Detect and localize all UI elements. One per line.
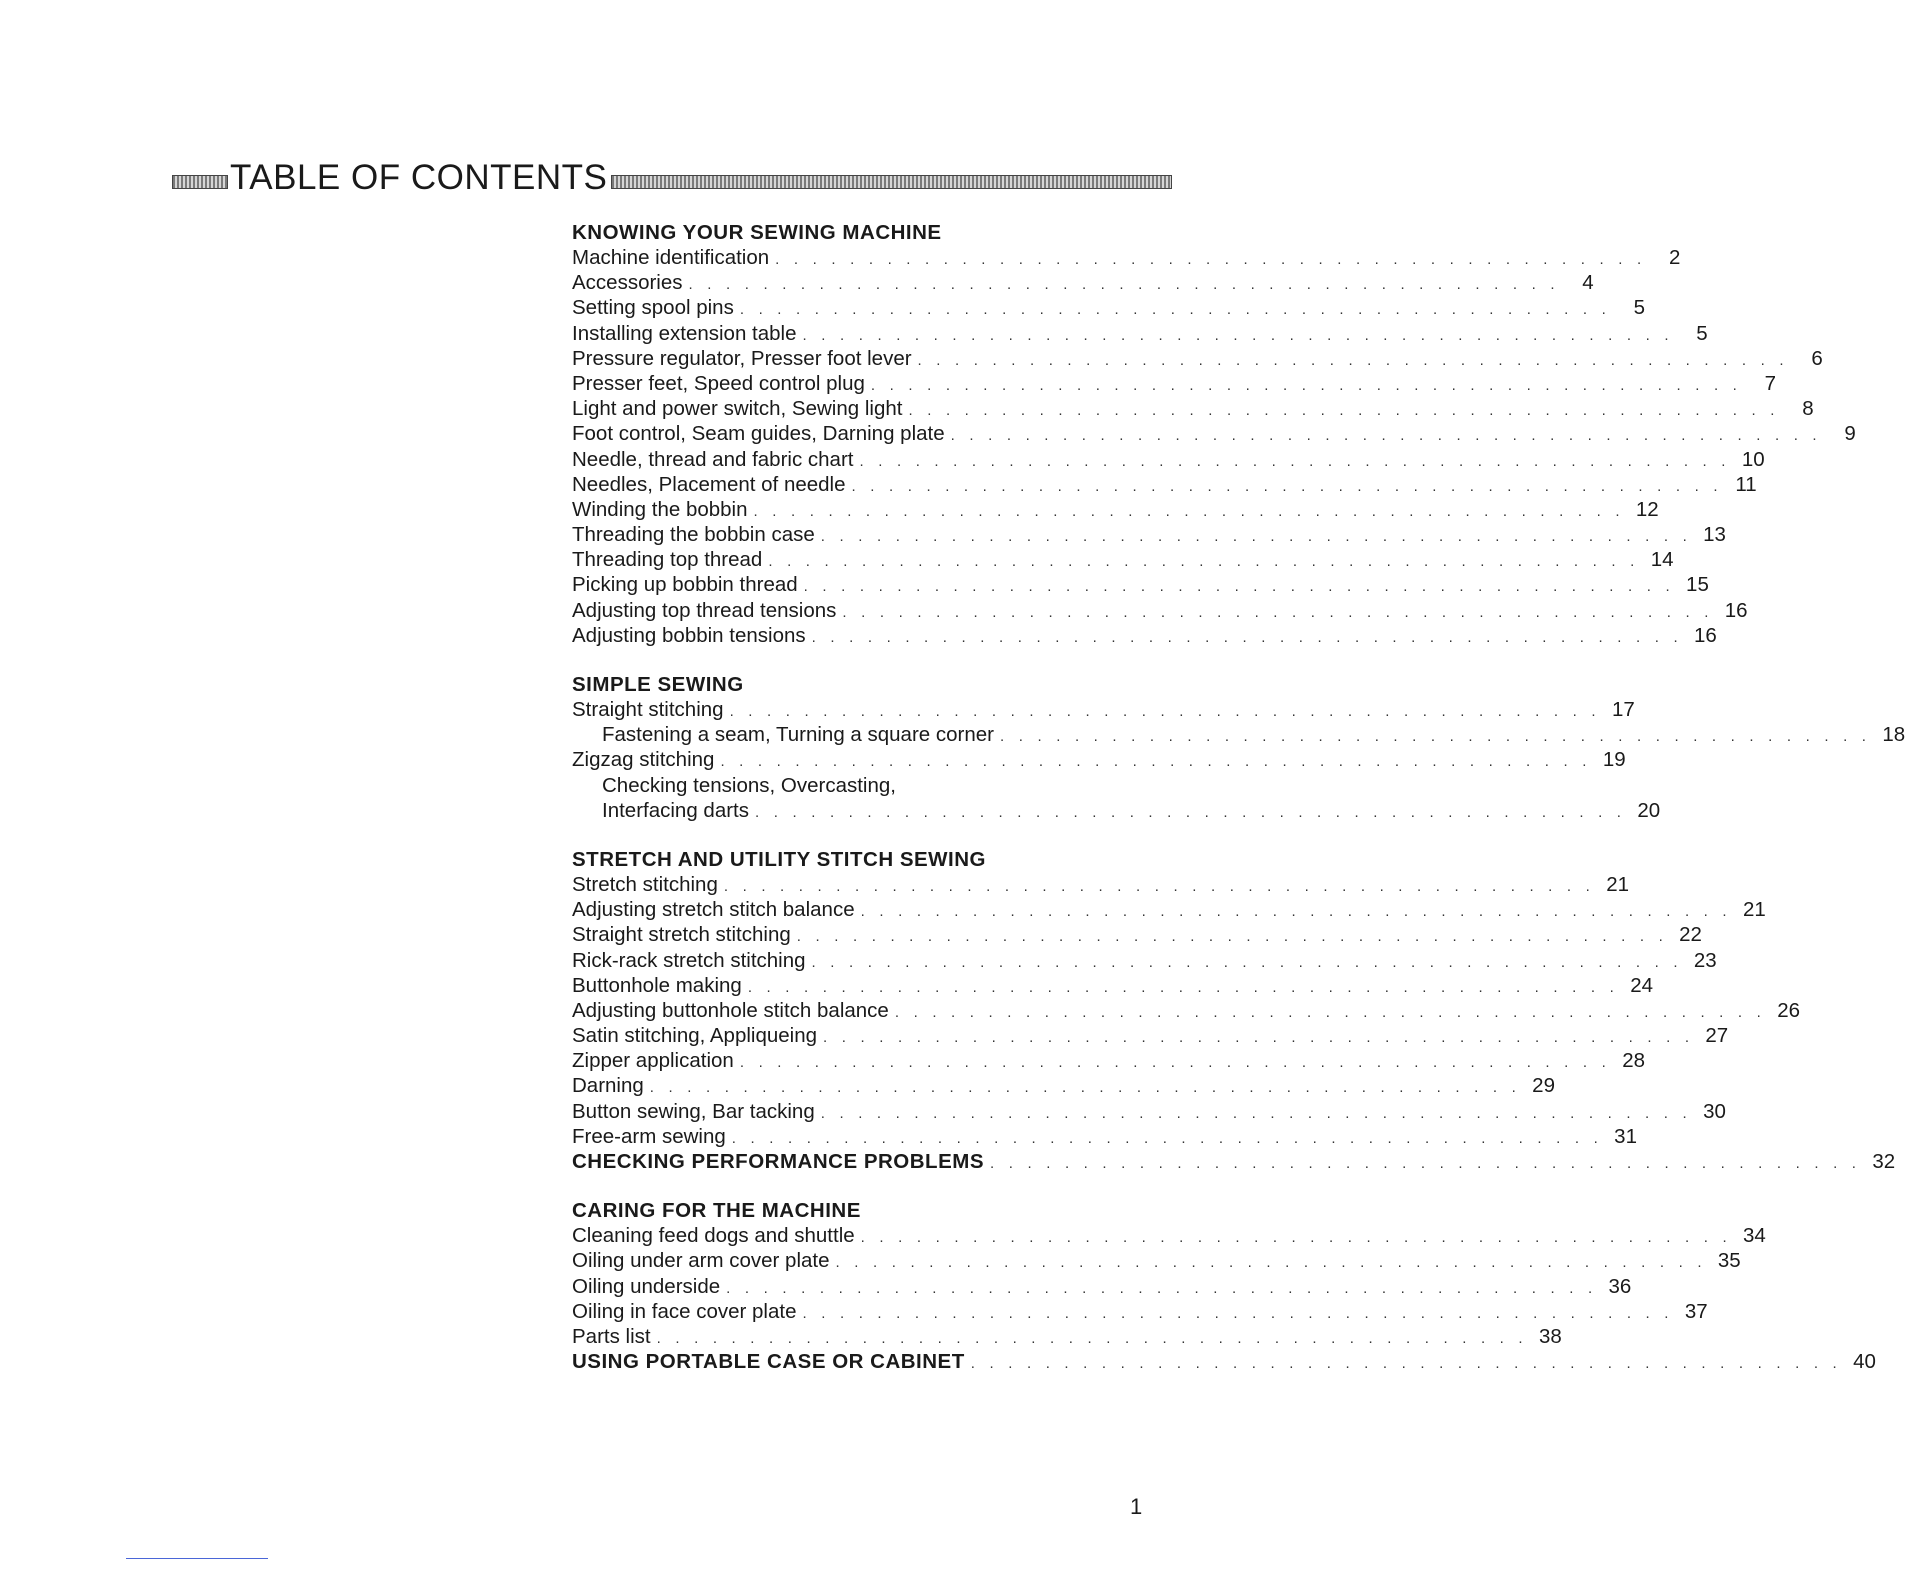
entry-page: 36 xyxy=(1608,1274,1632,1298)
toc-entry[interactable] xyxy=(572,472,1757,497)
entry-label: Free-arm sewing xyxy=(572,1124,726,1148)
section-heading: STRETCH AND UTILITY STITCH SEWING xyxy=(572,847,986,871)
entry-page: 12 xyxy=(1635,497,1659,521)
entry-label: Button sewing, Bar tacking xyxy=(572,1099,815,1123)
entry-page: 24 xyxy=(1630,973,1653,997)
toc-entry[interactable] xyxy=(572,295,1646,320)
entry-page: 23 xyxy=(1693,948,1717,972)
dot-leader: . . . . . . . . . . . . . . . . . . . . . . . . . . . . . . . . . . . . . . . . . . . . . . . xyxy=(917,351,1789,369)
entry-label: Threading the bobbin case xyxy=(572,523,815,547)
entry-page: 35 xyxy=(1717,1249,1741,1273)
toc-entry[interactable] xyxy=(572,346,1823,371)
dot-leader: . . . . . . . . . . . . . . . . . . . . . . . . . . . . . . . . . . . . . . . . . . . . . . . xyxy=(823,1029,1695,1047)
toc-entry[interactable] xyxy=(572,547,1674,572)
entry-label: Pressure regulator, Presser foot lever xyxy=(572,346,912,370)
dot-leader: . . . . . . . . . . . . . . . . . . . . . . . . . . . . . . . . . . . . . . . . . . . . . . . xyxy=(820,1104,1692,1122)
entry-label: Adjusting bobbin tensions xyxy=(572,623,806,647)
entry-page: 17 xyxy=(1611,698,1635,721)
entry-page: 34 xyxy=(1743,1224,1766,1248)
dot-leader: . . . . . . . . . . . . . . . . . . . . . . . . . . . . . . . . . . . . . . . . . . . . . . . xyxy=(803,578,1675,596)
dot-leader: . . . . . . . . . . . . . . . . . . . . . . . . . . . . . . . . . . . . . . . . . . . . . . . xyxy=(950,427,1822,445)
dot-leader: . . . . . . . . . . . . . . . . . . . . . . . . . . . . . . . . . . . . . . . . . . . . . . . xyxy=(649,1079,1521,1097)
dot-leader: . . . . . . . . . . . . . . . . . . . . . . . . . . . . . . . . . . . . . . . . . . . . . . . xyxy=(747,978,1619,996)
entry-page: 9 xyxy=(1844,422,1856,446)
toc-entry[interactable] xyxy=(572,897,1766,922)
dot-leader: . . . . . . . . . . . . . . . . . . . . . . . . . . . . . . . . . . . . . . . . . . . . . . . xyxy=(802,326,1674,344)
toc-entry[interactable] xyxy=(572,747,1626,772)
entry-label: Cleaning feed dogs and shuttle xyxy=(572,1224,855,1248)
entry-label: Needle, thread and fabric chart xyxy=(572,447,854,471)
entry-page: 32 xyxy=(1872,1150,1896,1173)
entry-label: Stretch stitching xyxy=(572,872,718,896)
toc-entry[interactable] xyxy=(572,872,1630,897)
toc-entry[interactable] xyxy=(572,1274,1632,1299)
entry-label: Zipper application xyxy=(572,1049,734,1073)
section-knowing-your-sewing-machine xyxy=(572,220,1856,648)
section-caring-for-the-machine xyxy=(572,1198,1876,1374)
toc-entry[interactable] xyxy=(572,1248,1741,1273)
dot-leader: . . . . . . . . . . . . . . . . . . . . . . . . . . . . . . . . . . . . . . . . . . . . . . . xyxy=(775,251,1647,268)
toc-entry[interactable] xyxy=(572,572,1709,597)
toc-entry[interactable] xyxy=(572,522,1726,547)
entry-page: 37 xyxy=(1684,1299,1708,1323)
dot-leader: . . . . . . . . . . . . . . . . . . . . . . . . . . . . . . . . . . . . . . . . . . . . . . . xyxy=(860,903,1732,921)
dot-leader: . . . . . . . . . . . . . . . . . . . . . . . . . . . . . . . . . . . . . . . . . . . . . . . xyxy=(739,301,1612,319)
entry-label: Needles, Placement of needle xyxy=(572,472,846,496)
dot-leader: . . . . . . . . . . . . . . . . . . . . . . . . . . . . . . . . . . . . . . . . . . . . . . . xyxy=(688,276,1560,294)
entry-page: 26 xyxy=(1777,998,1801,1022)
toc-entry[interactable] xyxy=(572,623,1717,648)
entry-page: 4 xyxy=(1582,271,1594,295)
section-simple-sewing xyxy=(572,672,1905,823)
entry-label: Oiling underside xyxy=(572,1274,721,1298)
entry-label: Straight stretch stitching xyxy=(572,923,791,947)
entry-page: 27 xyxy=(1705,1024,1729,1048)
toc-entry-major[interactable] xyxy=(572,1149,1896,1174)
toc-entry[interactable] xyxy=(572,421,1856,446)
entry-label: Satin stitching, Appliqueing xyxy=(572,1024,818,1048)
toc-entry[interactable] xyxy=(572,798,1661,823)
dot-leader: . . . . . . . . . . . . . . . . . . . . . . . . . . . . . . . . . . . . . . . . . . . . . . . xyxy=(802,1304,1674,1322)
entry-label: Interfacing darts xyxy=(602,798,749,822)
dot-leader: . . . . . . . . . . . . . . . . . . . . . . . . . . . . . . . . . . . . . . . . . . . . . . . xyxy=(755,803,1627,821)
dot-leader: . . . . . . . . . . . . . . . . . . . . . . . . . . . . . . . . . . . . . . . . . . . . . . . xyxy=(990,1155,1862,1172)
dot-leader: . . . . . . . . . . . . . . . . . . . . . . . . . . . . . . . . . . . . . . . . . . . . . . . xyxy=(796,928,1668,946)
entry-page: 2 xyxy=(1668,246,1681,269)
entry-label: Oiling under arm cover plate xyxy=(572,1249,830,1273)
dot-leader: . . . . . . . . . . . . . . . . . . . . . . . . . . . . . . . . . . . . . . . . . . . . . . . xyxy=(726,1279,1598,1297)
entry-label: Adjusting buttonhole stitch balance xyxy=(572,998,889,1022)
entry-label: Darning xyxy=(572,1074,644,1098)
entry-page: 10 xyxy=(1741,447,1765,471)
dot-leader: . . . . . . . . . . . . . . . . . . . . . . . . . . . . . . . . . . . . . . . . . . . . . . . xyxy=(729,703,1601,720)
dot-leader: . . . . . . . . . . . . . . . . . . . . . . . . . . . . . . . . . . . . . . . . . . . . . . . xyxy=(811,953,1683,971)
entry-page: 38 xyxy=(1538,1324,1562,1348)
dot-leader: . . . . . . . . . . . . . . . . . . . . . . . . . . . . . . . . . . . . . . . . . . . . . . . xyxy=(739,1054,1612,1072)
section-stretch-and-utility xyxy=(572,847,1896,1174)
entry-page: 21 xyxy=(1742,898,1766,922)
entry-label: Rick-rack stretch stitching xyxy=(572,948,806,972)
dot-leader: . . . . . . . . . . . . . . . . . . . . . . . . . . . . . . . . . . . . . . . . . . . . . . . xyxy=(970,1355,1842,1373)
dot-leader: . . . . . . . . . . . . . . . . . . . . . . . . . . . . . . . . . . . . . . . . . . . . . . . xyxy=(842,603,1714,621)
toc-entry[interactable] xyxy=(572,1099,1726,1124)
toc-entry[interactable] xyxy=(572,1223,1766,1248)
entry-label: Fastening a seam, Turning a square corner xyxy=(602,723,994,747)
toc-entry[interactable] xyxy=(572,321,1708,346)
entry-page: 18 xyxy=(1882,723,1905,747)
dot-leader: . . . . . . . . . . . . . . . . . . . . . . . . . . . . . . . . . . . . . . . . . . . . . . . xyxy=(851,477,1723,495)
entry-page: 15 xyxy=(1686,573,1709,597)
entry-page: 6 xyxy=(1811,346,1823,370)
toc-entry[interactable] xyxy=(572,245,1681,270)
dot-leader: . . . . . . . . . . . . . . . . . . . . . . . . . . . . . . . . . . . . . . . . . . . . . . . xyxy=(894,1003,1767,1021)
entry-page: 13 xyxy=(1703,523,1726,547)
entry-label: Winding the bobbin xyxy=(572,497,748,521)
entry-page: 19 xyxy=(1602,748,1626,772)
footer-rule xyxy=(126,1558,268,1559)
toc-entry[interactable] xyxy=(572,1324,1562,1349)
dot-leader: . . . . . . . . . . . . . . . . . . . . . . . . . . . . . . . . . . . . . . . . . . . . . . . xyxy=(860,1229,1732,1247)
entry-page: 29 xyxy=(1532,1074,1555,1098)
entry-label: Zigzag stitching xyxy=(572,748,715,772)
entry-label: Picking up bobbin thread xyxy=(572,573,798,597)
entry-page: 8 xyxy=(1802,397,1814,421)
dot-leader: . . . . . . . . . . . . . . . . . . . . . . . . . . . . . . . . . . . . . . . . . . . . . . . xyxy=(753,502,1625,520)
dot-leader: . . . . . . . . . . . . . . . . . . . . . . . . . . . . . . . . . . . . . . . . . . . . . . . xyxy=(908,402,1780,420)
entry-label: Installing extension table xyxy=(572,321,797,345)
dot-leader: . . . . . . . . . . . . . . . . . . . . . . . . . . . . . . . . . . . . . . . . . . . . . . . xyxy=(731,1129,1603,1147)
toc-entry[interactable] xyxy=(572,973,1653,998)
entry-label: Adjusting stretch stitch balance xyxy=(572,898,855,922)
section-heading: CARING FOR THE MACHINE xyxy=(572,1199,861,1223)
toc-entry[interactable] xyxy=(572,948,1717,973)
dot-leader: . . . . . . . . . . . . . . . . . . . . . . . . . . . . . . . . . . . . . . . . . . . . . . . xyxy=(1000,728,1872,746)
entry-label: Light and power switch, Sewing light xyxy=(572,397,903,421)
entry-label: Setting spool pins xyxy=(572,296,734,320)
toc-entry[interactable] xyxy=(572,396,1814,421)
toc-entry[interactable] xyxy=(572,998,1801,1023)
title-bar xyxy=(172,160,1172,196)
dot-leader: . . . . . . . . . . . . . . . . . . . . . . . . . . . . . . . . . . . . . . . . . . . . . . . xyxy=(859,452,1731,470)
entry-page: 28 xyxy=(1622,1049,1646,1073)
entry-page: 5 xyxy=(1633,296,1646,320)
entry-page: 16 xyxy=(1694,623,1717,647)
entry-label: Oiling in face cover plate xyxy=(572,1299,797,1323)
toc-entry[interactable] xyxy=(572,270,1594,295)
toc-entry[interactable] xyxy=(572,1073,1555,1098)
toc-entry[interactable] xyxy=(572,1299,1708,1324)
toc-entry[interactable] xyxy=(572,722,1905,747)
entry-page: 20 xyxy=(1637,798,1661,822)
toc-entry[interactable] xyxy=(572,922,1702,947)
entry-page: 30 xyxy=(1703,1099,1726,1123)
entry-label: USING PORTABLE CASE OR CABINET xyxy=(572,1350,965,1374)
dot-leader: . . . . . . . . . . . . . . . . . . . . . . . . . . . . . . . . . . . . . . . . . . . . . . . xyxy=(835,1254,1707,1272)
toc-entry[interactable] xyxy=(572,371,1777,396)
dot-leader: . . . . . . . . . . . . . . . . . . . . . . . . . . . . . . . . . . . . . . . . . . . . . . . xyxy=(720,753,1592,771)
title-bar-right-rule xyxy=(611,175,1172,189)
entry-label: Machine identification xyxy=(572,246,770,269)
entry-label: Buttonhole making xyxy=(572,973,742,997)
entry-page: 14 xyxy=(1650,548,1674,572)
entry-label: Parts list xyxy=(572,1324,651,1348)
entry-label: Threading top thread xyxy=(572,548,763,572)
toc-entry-major[interactable] xyxy=(572,1349,1876,1374)
entry-page: 21 xyxy=(1606,872,1630,896)
entry-page: 16 xyxy=(1724,598,1748,622)
entry-page: 22 xyxy=(1679,923,1702,947)
entry-label: Accessories xyxy=(572,271,683,295)
title-bar-left-rule xyxy=(172,175,228,189)
toc-entry[interactable] xyxy=(572,1048,1646,1073)
entry-page: 31 xyxy=(1614,1124,1637,1148)
entry-label: Straight stitching xyxy=(572,698,724,721)
dot-leader: . . . . . . . . . . . . . . . . . . . . . . . . . . . . . . . . . . . . . . . . . . . . . . . xyxy=(870,376,1743,394)
dot-leader: . . . . . . . . . . . . . . . . . . . . . . . . . . . . . . . . . . . . . . . . . . . . . . . xyxy=(768,553,1640,571)
page-number: 1 xyxy=(1130,1494,1143,1519)
section-heading: KNOWING YOUR SEWING MACHINE xyxy=(572,221,942,244)
entry-label: Presser feet, Speed control plug xyxy=(572,371,865,395)
entry-page: 11 xyxy=(1735,472,1757,496)
entry-label: Foot control, Seam guides, Darning plate xyxy=(572,422,945,446)
section-heading: SIMPLE SEWING xyxy=(572,673,744,696)
entry-page: 5 xyxy=(1696,321,1708,345)
toc-entry[interactable] xyxy=(572,697,1635,722)
dot-leader: . . . . . . . . . . . . . . . . . . . . . . . . . . . . . . . . . . . . . . . . . . . . . . . xyxy=(723,877,1596,895)
toc-entry[interactable] xyxy=(572,598,1748,623)
toc-entry[interactable] xyxy=(572,497,1659,522)
entry-label: CHECKING PERFORMANCE PROBLEMS xyxy=(572,1150,984,1173)
toc-entry[interactable] xyxy=(572,1124,1637,1149)
toc-entry[interactable] xyxy=(572,1023,1729,1048)
dot-leader: . . . . . . . . . . . . . . . . . . . . . . . . . . . . . . . . . . . . . . . . . . . . . . . xyxy=(811,628,1683,646)
toc-entry[interactable] xyxy=(572,447,1765,472)
dot-leader: . . . . . . . . . . . . . . . . . . . . . . . . . . . . . . . . . . . . . . . . . . . . . . . xyxy=(820,528,1692,546)
entry-page: 40 xyxy=(1853,1350,1876,1374)
page-title: TABLE OF CONTENTS xyxy=(230,158,608,197)
dot-leader: . . . . . . . . . . . . . . . . . . . . . . . . . . . . . . . . . . . . . . . . . . . . . . . xyxy=(656,1329,1528,1347)
entry-label-continued: Checking tensions, Overcasting, xyxy=(602,773,896,797)
entry-label: Adjusting top thread tensions xyxy=(572,598,837,622)
entry-page: 7 xyxy=(1764,371,1777,395)
table-of-contents xyxy=(572,220,1905,1398)
